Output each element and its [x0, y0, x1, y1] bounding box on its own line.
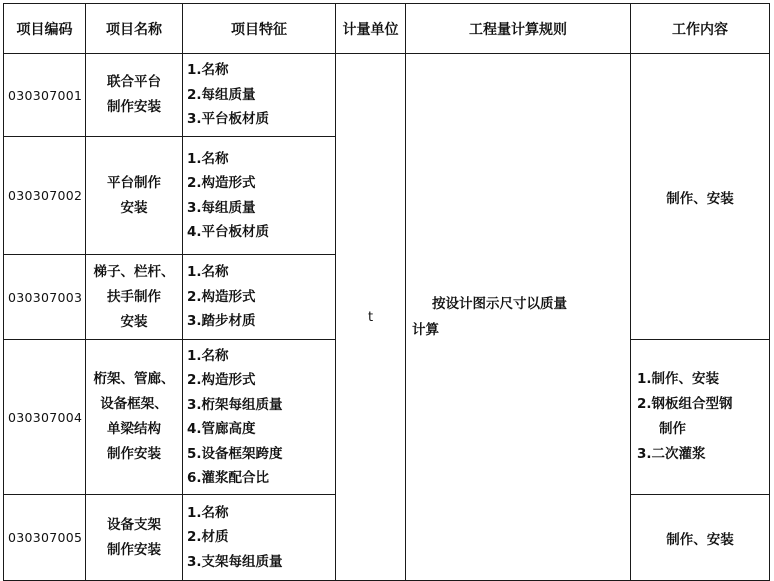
- work-cell: 制作、安装: [631, 54, 770, 340]
- header-unit: 计量单位: [336, 4, 406, 54]
- name-line: 制作安装: [107, 446, 161, 462]
- feature-line: 1.名称: [187, 347, 229, 364]
- name-line: 制作安装: [107, 541, 161, 558]
- item-code: 030307001: [4, 54, 86, 137]
- work-line: 1.制作、安装: [637, 371, 720, 387]
- work-cell: 制作、安装: [631, 495, 770, 581]
- item-name: [86, 54, 183, 137]
- feature-line: 3.踏步材质: [187, 313, 256, 330]
- name-line: 设备框架、: [100, 396, 168, 412]
- name-line: 梯子、栏杆、: [93, 263, 175, 280]
- name-line: 桁架、管廊、: [93, 371, 175, 387]
- rule-cell: [406, 54, 631, 581]
- item-features: [183, 137, 336, 255]
- header-code: 项目编码: [4, 4, 86, 54]
- work-line: 制作: [659, 421, 686, 437]
- item-name: [86, 340, 183, 495]
- header-work: 工作内容: [631, 4, 770, 54]
- name-line: 安装: [120, 199, 148, 216]
- table-row: [4, 54, 770, 137]
- name-line: 平台制作: [107, 174, 161, 191]
- feature-line: 4.平台板材质: [187, 224, 270, 240]
- item-name: [86, 495, 183, 581]
- feature-line: 4.管廊高度: [187, 421, 256, 437]
- name-line: 扶手制作: [107, 288, 161, 305]
- feature-line: 5.设备框架跨度: [187, 445, 283, 462]
- item-features: [183, 54, 336, 137]
- item-code: 030307002: [4, 137, 86, 255]
- item-name: [86, 255, 183, 340]
- feature-line: 3.支架每组质量: [187, 553, 283, 570]
- header-row: [4, 4, 770, 54]
- name-line: 单梁结构: [107, 421, 161, 437]
- feature-line: 1.名称: [187, 62, 229, 79]
- name-line: 制作安装: [107, 99, 161, 115]
- feature-line: 2.构造形式: [187, 288, 256, 305]
- rule-line: 按设计图示尺寸以质量: [432, 296, 567, 312]
- item-features: [183, 495, 336, 581]
- feature-line: 6.灌浆配合比: [187, 470, 270, 486]
- item-code: 030307003: [4, 255, 86, 340]
- feature-line: 2.构造形式: [187, 175, 256, 191]
- feature-line: 2.构造形式: [187, 372, 256, 388]
- item-code: 030307005: [4, 495, 86, 581]
- item-features: [183, 340, 336, 495]
- feature-line: 1.名称: [187, 504, 229, 521]
- work-cell: [631, 340, 770, 495]
- name-line: 设备支架: [107, 516, 161, 533]
- name-line: 安装: [120, 313, 148, 330]
- feature-line: 3.每组质量: [187, 199, 256, 216]
- header-features: 项目特征: [183, 4, 336, 54]
- name-line: 联合平台: [107, 74, 161, 90]
- feature-line: 3.桁架每组质量: [187, 396, 283, 413]
- feature-line: 2.材质: [187, 529, 229, 546]
- item-features: [183, 255, 336, 340]
- item-code: 030307004: [4, 340, 86, 495]
- rule-line: 计算: [412, 322, 439, 338]
- feature-line: 1.名称: [187, 264, 229, 281]
- work-line: 3.二次灌浆: [637, 446, 706, 462]
- unit-cell: t: [336, 54, 406, 581]
- header-rule: 工程量计算规则: [406, 4, 631, 54]
- feature-line: 1.名称: [187, 150, 229, 167]
- feature-line: 2.每组质量: [187, 86, 256, 103]
- item-name: [86, 137, 183, 255]
- spec-table: [3, 3, 770, 581]
- feature-line: 3.平台板材质: [187, 111, 270, 128]
- header-name: 项目名称: [86, 4, 183, 54]
- work-line: 2.钢板组合型钢: [637, 396, 733, 412]
